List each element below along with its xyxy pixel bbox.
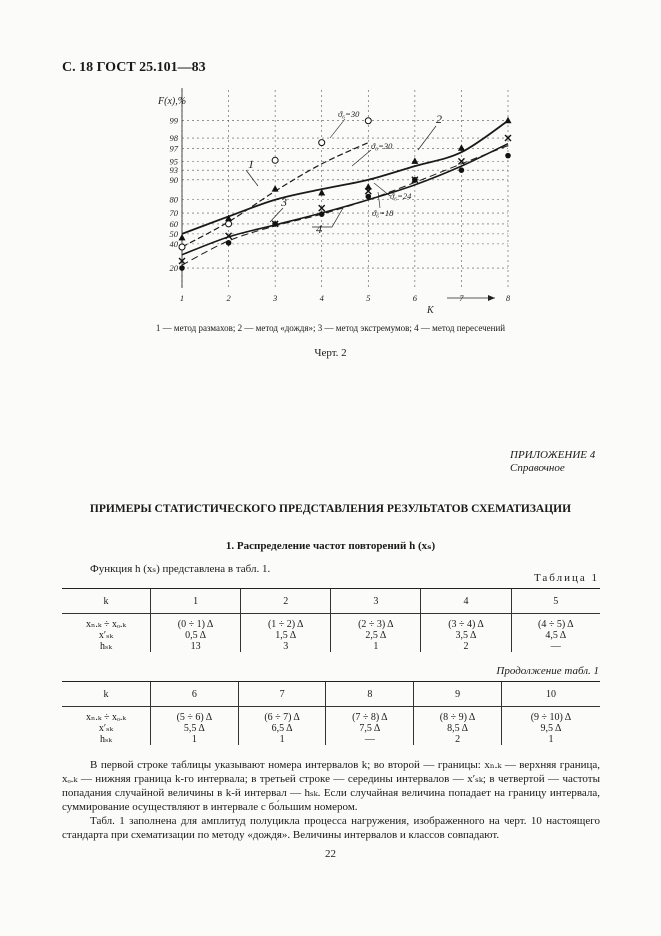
col-header: 2 [241, 589, 331, 614]
y-tick-label: 98 [169, 133, 178, 144]
cdf-chart [0, 0, 661, 330]
point-triangle [458, 144, 465, 151]
row-label-h: hₛₖ [99, 734, 113, 745]
mid-value: 8,5 Δ [447, 723, 469, 734]
k-header: k [62, 682, 151, 707]
y-tick-label: 90 [169, 174, 178, 185]
mid-value: 1,5 Δ [275, 630, 297, 641]
interval-value: (4 ÷ 5) Δ [538, 619, 574, 630]
x-tick-label: 3 [273, 293, 278, 303]
section-title: ПРИМЕРЫ СТАТИСТИЧЕСКОГО ПРЕДСТАВЛЕНИЯ РЕЗУЛЬТАТОВ СХЕМАТИЗАЦИИ [89, 503, 572, 515]
col-header: 4 [421, 589, 511, 614]
y-tick-label: 20 [169, 263, 178, 274]
h-value: 13 [190, 641, 201, 652]
chart-caption: 1 — метод размахов; 2 — метод «дождя»; 3 — метод экстремумов; 4 — метод пересечений [155, 323, 506, 333]
interval-value: (7 ÷ 8) Δ [352, 712, 388, 723]
x-tick-label: 8 [505, 293, 511, 303]
interval-value: (3 ÷ 4) Δ [448, 619, 484, 630]
row-labels [62, 707, 151, 746]
mid-value: 9,5 Δ [540, 723, 562, 734]
table-cell [414, 707, 502, 746]
y-tick-label: 40 [169, 238, 178, 249]
table-cell [151, 614, 241, 653]
y-tick-label: 60 [169, 218, 178, 229]
table-label: Таблица 1 [533, 572, 599, 584]
curve-label-2: 2 [436, 112, 442, 126]
appendix-label [510, 449, 595, 475]
intro-text: Функция h (xₛ) представлена в табл. 1. [90, 563, 271, 575]
h-value: 2 [455, 734, 461, 745]
table-cell [151, 707, 239, 746]
table-part-2 [62, 681, 600, 745]
interval-value: (1 ÷ 2) Δ [267, 619, 304, 630]
col-header: 3 [331, 589, 421, 614]
h-value: 1 [548, 734, 554, 745]
h-value: 3 [283, 641, 289, 652]
h-value: 1 [191, 734, 197, 745]
table-cell [326, 707, 414, 746]
y-tick-label: 80 [169, 194, 178, 205]
h-value: 2 [463, 641, 469, 652]
table-cell [331, 614, 421, 653]
point-filled-circle [365, 194, 371, 200]
x-tick-label: 2 [226, 293, 231, 303]
figure-label: Черт. 2 [314, 347, 347, 359]
y-tick-label: 70 [169, 208, 178, 219]
curve-label-1: 1 [248, 157, 254, 171]
y-tick-label: 50 [169, 228, 178, 239]
y-tick-label: 97 [169, 143, 178, 154]
row-label-mid: x′ₛₖ [98, 630, 114, 641]
point-open-circle [179, 244, 185, 250]
subsection-title: 1. Распределение частот повторений h (xₛ) [225, 540, 436, 552]
mid-value: 5,5 Δ [183, 723, 205, 734]
row-label-mid: x′ₛₖ [98, 723, 114, 734]
paragraph-2: Табл. 1 заполнена для амплитуд полуцикла процесса нагружения, изображенного на черт. 10 настоящего стандарта при схематизации по методу «дождя». Величины интервалов и классов совпадают. [62, 815, 600, 841]
point-open-circle [319, 140, 325, 146]
appendix-title: ПРИЛОЖЕНИЕ 4 [510, 449, 596, 461]
x-axis-arrowhead [488, 295, 495, 301]
mid-value: 3,5 Δ [455, 630, 477, 641]
col-header: 5 [511, 589, 600, 614]
curve-label-4: 4 [316, 222, 322, 236]
annotation-leader-1 [330, 119, 345, 138]
interval-value: (5 ÷ 6) Δ [176, 712, 213, 723]
point-filled-circle [459, 167, 465, 173]
table-part-1 [62, 588, 600, 652]
x-tick-label: 4 [319, 293, 324, 303]
row-label-interval: xₙ.ₖ ÷ xₒ.ₖ [86, 619, 126, 630]
leader-3 [270, 208, 283, 222]
curve-label-3: 3 [281, 195, 287, 209]
mid-value: 6,5 Δ [271, 723, 293, 734]
interval-value: (9 ÷ 10) Δ [530, 712, 572, 723]
point-triangle [505, 117, 512, 124]
point-triangle [411, 157, 418, 164]
table-cell [241, 614, 331, 653]
col-header: 10 [501, 682, 600, 707]
col-header: 1 [151, 589, 241, 614]
mid-value: 2,5 Δ [365, 630, 387, 641]
interval-value: (6 ÷ 7) Δ [264, 712, 300, 723]
x-axis-label: K [427, 305, 434, 316]
table-cell [511, 614, 600, 653]
table-cell [238, 707, 326, 746]
x-tick-label: 1 [179, 293, 185, 303]
interval-value: (0 ÷ 1) Δ [177, 619, 214, 630]
h-value: 1 [373, 641, 379, 652]
page-number: 22 [325, 848, 336, 860]
mid-value: 7,5 Δ [359, 723, 381, 734]
col-header: 8 [326, 682, 414, 707]
h-value: — [550, 641, 561, 652]
mid-value: 4,5 Δ [545, 630, 567, 641]
point-filled-circle [179, 265, 185, 271]
annotation-leader-3 [374, 183, 390, 196]
appendix-note: Справочное [510, 462, 565, 474]
annotation-4: ϑ₆=18 [372, 208, 394, 218]
y-tick-label: 99 [169, 115, 178, 126]
curve-2 [182, 121, 508, 234]
interval-value: (8 ÷ 9) Δ [439, 712, 476, 723]
table-cell [421, 614, 511, 653]
table-cell [501, 707, 600, 746]
col-header: 6 [151, 682, 239, 707]
page-header: С. 18 ГОСТ 25.101—83 [62, 60, 206, 75]
y-tick-label: 93 [169, 165, 178, 176]
k-header: k [62, 589, 151, 614]
point-triangle [272, 185, 279, 192]
point-triangle [179, 234, 186, 241]
point-filled-circle [226, 240, 232, 246]
x-tick-label: 6 [412, 293, 417, 303]
paragraph-1: В первой строке таблицы указывают номера интервалов k; во второй — границы: xₙ.ₖ — верхняя граница, xₒ.ₖ — нижняя граница k-го интервала; в третьей строке — середины интервалов — x′ₛₖ; в четвертой — частоты попадания случайной величины в k-й интервал — hₛₖ. Если случайная величина попадает на границу интервала, суммирование осуществляют в интервале с бо́льшим номером. [62, 759, 600, 813]
h-value: — [364, 734, 375, 745]
row-labels [62, 614, 151, 653]
interval-value: (2 ÷ 3) Δ [358, 619, 394, 630]
row-label-h: hₛₖ [99, 641, 113, 652]
point-filled-circle [505, 153, 511, 159]
col-header: 9 [414, 682, 502, 707]
mid-value: 0,5 Δ [185, 630, 207, 641]
annotation-3: ϑ₆=24 [390, 191, 412, 201]
point-open-circle [365, 118, 371, 124]
leader-1 [246, 170, 258, 186]
y-axis-label: F(x),% [158, 96, 187, 107]
point-open-circle [272, 157, 278, 163]
col-header: 7 [238, 682, 326, 707]
row-label-interval: xₙ.ₖ ÷ xₒ.ₖ [86, 712, 126, 723]
h-value: 1 [279, 734, 285, 745]
annotation-leader-2 [352, 150, 371, 166]
annotation-1: ϑ₆=30 [338, 109, 360, 119]
annotation-2: ϑ₆=30 [371, 141, 393, 151]
y-tick-label: 95 [169, 156, 178, 167]
x-tick-label: 5 [366, 293, 371, 303]
point-filled-circle [319, 211, 325, 217]
continuation-label: Продолжение табл. 1 [496, 665, 599, 677]
point-open-circle [226, 221, 232, 227]
x-tick-label: 7 [459, 293, 464, 303]
